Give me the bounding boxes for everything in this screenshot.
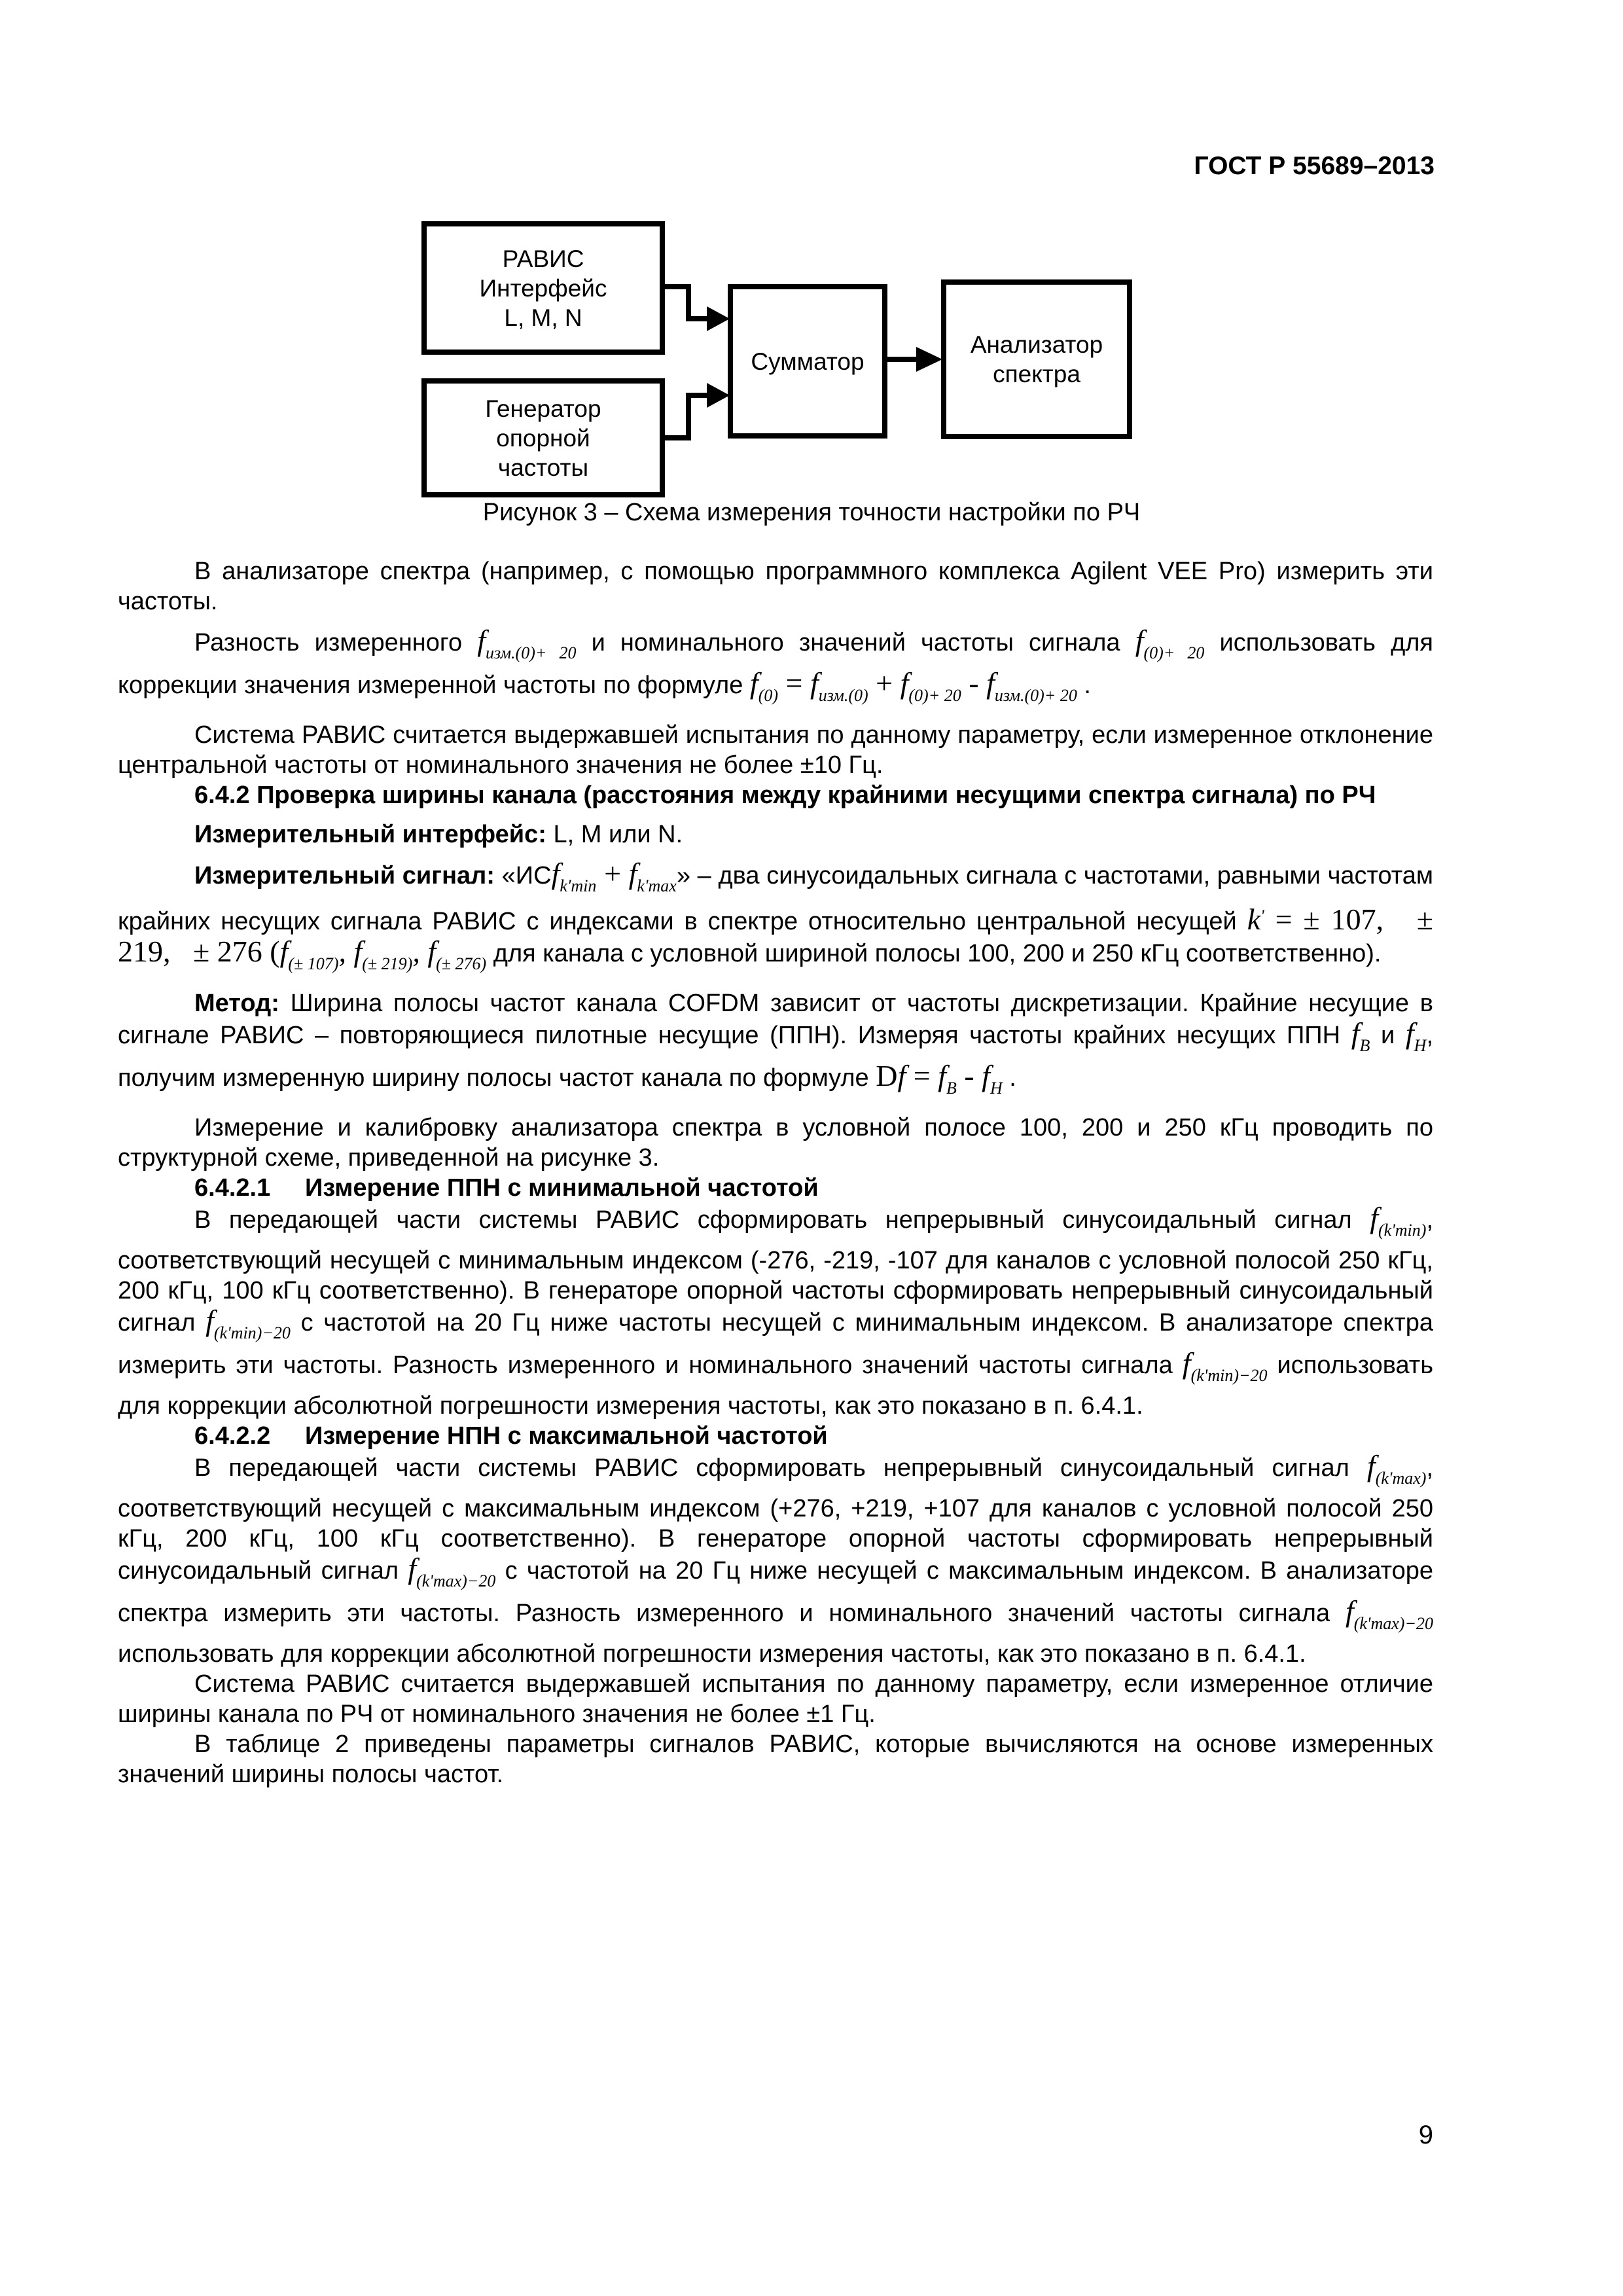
section-6-4-2-2-number: 6.4.2.2 (194, 1422, 271, 1450)
formula-f-kmin-20: $f_{(k'min)-20}$ (205, 1304, 291, 1342)
ravis-line-1: РАВИС (502, 245, 584, 272)
paragraph-6-4-2-2 (118, 1451, 1433, 1669)
formula-f-kmin: $f_{(k'min)}$ (1370, 1201, 1427, 1240)
generator-line-3: частоты (497, 454, 589, 481)
section-6-4-2-2-title: Измерение НПН с максимальной частотой (305, 1422, 828, 1450)
summator-box (728, 284, 887, 439)
section-6-4-2-1-number: 6.4.2.1 (194, 1174, 271, 1202)
ravis-line-3: L, M, N (504, 304, 582, 331)
formula-fb: $f_B$ (1351, 1016, 1370, 1055)
paragraph-6-4-2-1 (118, 1203, 1433, 1421)
paragraph-calibration: Измерение и калибровку анализатора спектра в условной полосе 100, 200 и 250 кГц проводить по структурной схеме, приведенной на рисунке 3. (118, 1114, 1433, 1172)
signal-text-c: для канала с условной шириной полосы 100, 200 и 250 кГц соответственно). (493, 940, 1382, 967)
section-6-4-2-1-heading (118, 1173, 1433, 1203)
difference-text-b: и номинального значений частоты сигнала (591, 629, 1120, 656)
section-6-4-2-1-title: Измерение ППН с минимальной частотой (305, 1174, 819, 1202)
interface-label: Измерительный интерфейс: (194, 821, 546, 848)
formula-correction: $f_{(0)} = f_{изм.(0)} + f_{(0)+ 20} - f_{изм.(0)+ 20}$ (749, 666, 1077, 705)
arrow-generator-to-summator (662, 395, 707, 438)
difference-text-c: использовать для коррекции значения измеренной частоты по формуле (118, 629, 1433, 699)
formula-f-meas: $f_{изм.(0)+ 20}$ (477, 624, 577, 662)
paragraph-interface (118, 819, 1433, 850)
document-header: ГОСТ Р 55689–2013 (1194, 152, 1435, 180)
s6422-text-d: использовать для коррекции абсолютной погрешности измерения частоты, как это показано в п. 6.4.1. (118, 1640, 1306, 1668)
generator-line-1: Генератор (485, 395, 601, 422)
paragraph-table-2: В таблице 2 приведены параметры сигналов РАВИС, которые вычисляются на основе измеренных значений ширины полосы частот. (118, 1731, 1433, 1788)
generator-line-2: опорной (496, 424, 590, 452)
method-label: Метод: (194, 990, 279, 1017)
paragraph-difference: Разность измеренного $f_{изм.(0)+ 20}$ и номинального значений частоты сигнала $f_{(0)+ 20}$ использовать для коррекции значения измеренной частоты по формуле $f_{(0)} = f_{изм.(0)} + f_{(0)+ 20} - f_{изм.(0)+ 20}$ . (118, 624, 1433, 705)
method-tail: , получим измеренную ширину полосы частот канала по формуле (118, 1022, 1433, 1092)
formula-fh: $f_H$ (1405, 1016, 1427, 1055)
analyzer-line-1: Анализатор (970, 331, 1103, 358)
formula-f-kmax-20-b: $f_{(k'max)-20}$ (1345, 1594, 1433, 1633)
paragraph-analyzer: В анализаторе спектра (например, с помощью программного комплекса Agilent VEE Pro) измерить эти частоты. (118, 558, 1433, 615)
method-and: и (1381, 1022, 1395, 1049)
s6422-text-b: , соответствующий несущей с максимальным индексом (+276, +219, +107 для каналов с условной полосой 250 кГц, 200 кГц, 100 кГц соответственно). В генераторе опорной частоты сформировать непрерывный синусоидальный сигнал (118, 1454, 1433, 1585)
s6422-text-c: с частотой на 20 Гц ниже несущей с максимальным индексом. В анализаторе спектра измерить эти частоты. Разность измеренного и номинального значений частоты сигнала (118, 1557, 1434, 1627)
formula-signal-sum: $f_{k'min} + f_{k'max}$ (551, 857, 677, 895)
arrowhead-3 (916, 347, 942, 372)
ravis-line-2: Интерфейс (479, 274, 607, 302)
section-6-4-2-heading (118, 780, 1433, 810)
difference-text-a: Разность измеренного (194, 629, 463, 656)
formula-k-values: k' = ± 107, ± 219, ± 276 ($f_{(\pm 107)}$, $f_{(\pm 219)}$, $f_{(\pm 276)}$ (118, 903, 1434, 973)
formula-f-kmax: $f_{(k'max)}$ (1366, 1449, 1427, 1488)
paragraph-method: Метод: Ширина полосы частот канала COFDM зависит от частоты дискретизации. Крайние несущие в сигнале РАВИС – повторяющиеся пилотные несущие (ППН). Измеряя частоты крайних несущих ППН $f_B$ и $f_H$, получим измеренную ширину полосы частот канала по формуле $Df = f_B - f_H$ . (118, 990, 1433, 1098)
arrowhead-2 (707, 383, 730, 408)
block-diagram (0, 0, 1623, 524)
signal-label: Измерительный сигнал: (194, 862, 495, 889)
s6421-text-b: , соответствующий несущей с минимальным индексом (-276, -219, -107 для каналов с условной полосой 250 кГц, 200 кГц, 100 кГц соответственно). В генераторе опорной частоты сформировать непрерывный синусоидальный сигнал (118, 1206, 1433, 1336)
method-text: Ширина полосы частот канала COFDM зависит от частоты дискретизации. Крайние несущие в сигнале РАВИС – повторяющиеся пилотные несущие (ППН). Измеряя частоты крайних несущих ППН (118, 990, 1433, 1049)
signal-text-b: » – два синусоидальных сигнала с частотами, равными частотам крайних несущих сигнала РАВИС с индексами в спектре относительно центральной несущей (118, 862, 1434, 935)
s6421-text-d: использовать для коррекции абсолютной погрешности измерения частоты, как это показано в п. 6.4.1. (118, 1352, 1434, 1420)
formula-f-kmin-20-b: $f_{(k'min)-20}$ (1182, 1346, 1268, 1385)
paragraph-system-passed: Система РАВИС считается выдержавшей испытания по данному параметру, если измеренное отклонение центральной частоты от номинального значения не более ±10 Гц. (118, 721, 1433, 779)
section-6-4-2-number: 6.4.2 (194, 781, 250, 809)
signal-text-a: «ИС (501, 862, 552, 889)
s6421-text-a: В передающей части системы РАВИС сформировать непрерывный синусоидальный сигнал (194, 1206, 1352, 1234)
page-number: 9 (1418, 2121, 1433, 2149)
section-6-4-2-2-heading (118, 1421, 1433, 1451)
summator-label: Сумматор (751, 348, 865, 375)
analyzer-line-2: спектра (993, 361, 1080, 387)
arrowhead-1 (707, 306, 730, 331)
arrow-ravis-to-summator (662, 287, 707, 319)
s6422-text-a: В передающей части системы РАВИС сформировать непрерывный синусоидальный сигнал (194, 1454, 1349, 1482)
s6421-text-c: с частотой на 20 Гц ниже частоты несущей с минимальным индексом. В анализаторе спектра измерить эти частоты. Разность измеренного и номинального значений частоты сигнала (118, 1309, 1433, 1379)
interface-value: L, M или N. (553, 821, 683, 848)
formula-f-nom: $f_{(0)+ 20}$ (1135, 624, 1205, 662)
ravis-interface-box (421, 221, 665, 355)
formula-bandwidth: $Df = f_B - f_H$ (876, 1059, 1003, 1098)
reference-generator-box (421, 378, 665, 497)
spectrum-analyzer-box (941, 279, 1132, 439)
paragraph-signal (118, 859, 1433, 979)
paragraph-system-passed-2: Система РАВИС считается выдержавшей испытания по данному параметру, если измеренное отличие ширины канала по РЧ от номинального значения не более ±1 Гц. (118, 1670, 1433, 1728)
formula-f-kmax-20: $f_{(k'max)-20}$ (408, 1552, 496, 1590)
document-body (118, 556, 1433, 1789)
figure-caption: Рисунок 3 – Схема измерения точности настройки по РЧ (482, 499, 1141, 526)
section-6-4-2-title: Проверка ширины канала (расстояния между крайними несущими спектра сигнала) по РЧ (257, 781, 1376, 809)
diagram-arrows (0, 0, 1623, 524)
